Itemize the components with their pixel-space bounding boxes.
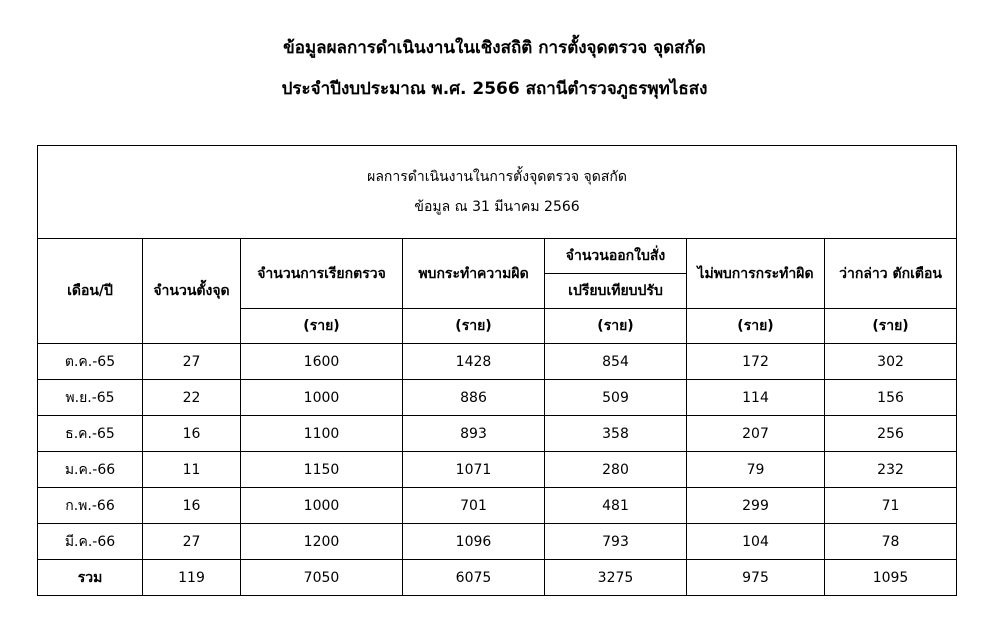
cell-month: มี.ค.-66 <box>38 524 143 560</box>
unit-label: (ราย) <box>403 309 545 344</box>
header-inspected: จำนวนการเรียกตรวจ <box>241 239 403 309</box>
cell-total-label: รวม <box>38 560 143 596</box>
statistics-table <box>37 145 957 596</box>
cell-inspected: 1600 <box>241 344 403 380</box>
cell-warnings: 156 <box>825 380 957 416</box>
table-row <box>38 524 957 560</box>
cell-month: ก.พ.-66 <box>38 488 143 524</box>
cell-month: ม.ค.-66 <box>38 452 143 488</box>
header-no-violation: ไม่พบการกระทำผิด <box>687 239 825 309</box>
unit-label: (ราย) <box>687 309 825 344</box>
table-row <box>38 416 957 452</box>
header-violations: พบกระทำความผิด <box>403 239 545 309</box>
cell-warnings: 71 <box>825 488 957 524</box>
cell-no-violation: 299 <box>687 488 825 524</box>
table-caption-line-1: ผลการดำเนินงานในการตั้งจุดตรวจ จุดสกัด <box>367 169 627 185</box>
cell-tickets: 854 <box>545 344 687 380</box>
cell-checkpoints: 16 <box>143 416 241 452</box>
cell-month: พ.ย.-65 <box>38 380 143 416</box>
unit-label: (ราย) <box>825 309 957 344</box>
cell-checkpoints: 27 <box>143 524 241 560</box>
cell-total-warnings: 1095 <box>825 560 957 596</box>
table-row <box>38 344 957 380</box>
cell-tickets: 793 <box>545 524 687 560</box>
header-month: เดือน/ปี <box>38 239 143 344</box>
cell-violations: 701 <box>403 488 545 524</box>
document-title-line-1: ข้อมูลผลการดำเนินงานในเชิงสถิติ การตั้งจุดตรวจ จุดสกัด <box>283 38 706 58</box>
cell-no-violation: 207 <box>687 416 825 452</box>
cell-inspected: 1100 <box>241 416 403 452</box>
cell-total-inspected: 7050 <box>241 560 403 596</box>
table-caption <box>38 146 957 239</box>
cell-total-no-violation: 975 <box>687 560 825 596</box>
cell-violations: 893 <box>403 416 545 452</box>
table-caption-line-2: ข้อมูล ณ 31 มีนาคม 2566 <box>414 199 580 215</box>
cell-checkpoints: 27 <box>143 344 241 380</box>
cell-violations: 886 <box>403 380 545 416</box>
cell-warnings: 232 <box>825 452 957 488</box>
cell-checkpoints: 16 <box>143 488 241 524</box>
cell-tickets: 358 <box>545 416 687 452</box>
cell-inspected: 1200 <box>241 524 403 560</box>
unit-label: (ราย) <box>241 309 403 344</box>
header-tickets-line-2: เปรียบเทียบปรับ <box>545 274 687 309</box>
cell-no-violation: 172 <box>687 344 825 380</box>
cell-warnings: 302 <box>825 344 957 380</box>
cell-no-violation: 114 <box>687 380 825 416</box>
cell-total-tickets: 3275 <box>545 560 687 596</box>
cell-checkpoints: 11 <box>143 452 241 488</box>
cell-tickets: 481 <box>545 488 687 524</box>
cell-no-violation: 79 <box>687 452 825 488</box>
cell-violations: 1428 <box>403 344 545 380</box>
cell-inspected: 1000 <box>241 380 403 416</box>
cell-violations: 1071 <box>403 452 545 488</box>
cell-inspected: 1150 <box>241 452 403 488</box>
header-tickets-line-1: จำนวนออกใบสั่ง <box>545 239 687 274</box>
cell-checkpoints: 22 <box>143 380 241 416</box>
cell-inspected: 1000 <box>241 488 403 524</box>
total-row <box>38 560 957 596</box>
cell-month: ต.ค.-65 <box>38 344 143 380</box>
cell-total-violations: 6075 <box>403 560 545 596</box>
cell-total-checkpoints: 119 <box>143 560 241 596</box>
table-row <box>38 488 957 524</box>
document-title-line-2: ประจำปีงบประมาณ พ.ศ. 2566 สถานีตำรวจภูธรพุทไธสง <box>281 79 708 99</box>
unit-label: (ราย) <box>545 309 687 344</box>
table-row <box>38 452 957 488</box>
cell-no-violation: 104 <box>687 524 825 560</box>
cell-tickets: 509 <box>545 380 687 416</box>
header-checkpoints: จำนวนตั้งจุด <box>143 239 241 344</box>
cell-warnings: 256 <box>825 416 957 452</box>
table-row <box>38 380 957 416</box>
header-warnings: ว่ากล่าว ตักเตือน <box>825 239 957 309</box>
cell-warnings: 78 <box>825 524 957 560</box>
cell-violations: 1096 <box>403 524 545 560</box>
cell-month: ธ.ค.-65 <box>38 416 143 452</box>
cell-tickets: 280 <box>545 452 687 488</box>
